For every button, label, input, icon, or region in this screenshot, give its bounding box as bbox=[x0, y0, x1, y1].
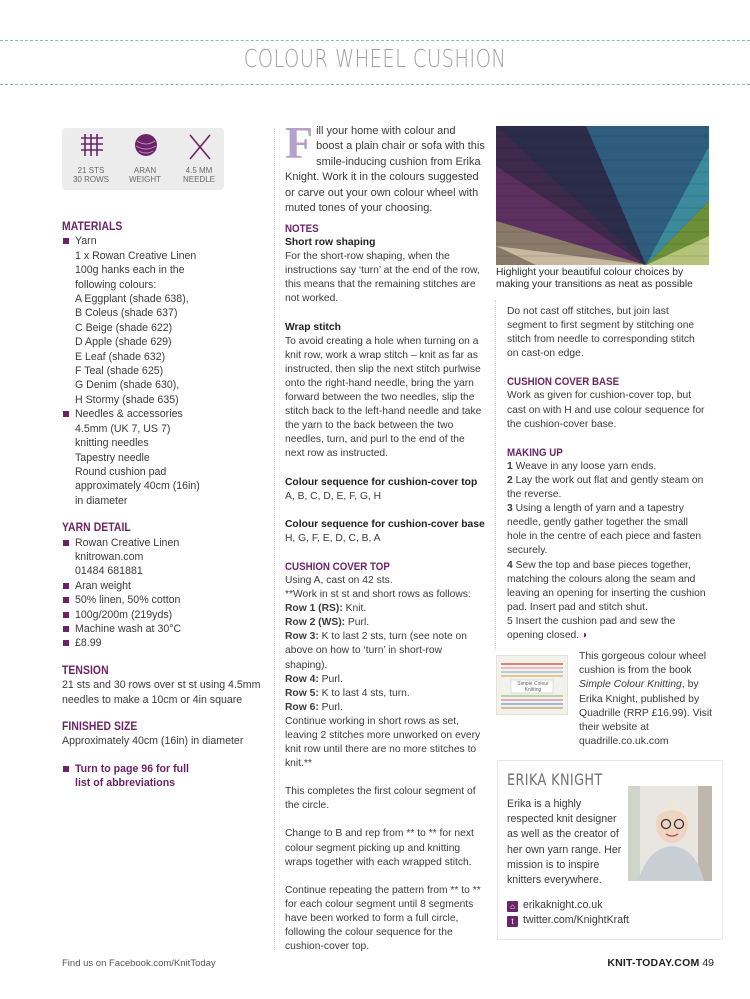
row-label: Row 2 (WS): bbox=[285, 617, 346, 629]
column-divider bbox=[274, 128, 275, 950]
designer-bio: Erika is a highly respected knit designer as well as the creator of her own yarn range. Her mission is to inspire knitters everywhere. bbox=[507, 798, 622, 887]
making-up-step bbox=[507, 559, 707, 615]
making-up-step bbox=[507, 460, 707, 474]
step-text: Using a length of yarn and a tapestry needle, gently gather together the small hole in the centre of each piece and fasten securely. bbox=[507, 503, 702, 557]
right-column bbox=[507, 305, 707, 643]
book-title: Simple Colour Knitting bbox=[579, 679, 682, 691]
yarn-detail-item: Machine wash at 30°C bbox=[62, 622, 262, 636]
row-instruction bbox=[285, 701, 485, 715]
intro-text: ill your home with colour and boost a plain chair or sofa with this smile-inducing cushion from Erika Knight. Work it in the colours suggested or carve out your own colour wheel with muted tones of your choosing. bbox=[285, 125, 485, 215]
making-up-heading: MAKING UP bbox=[507, 446, 563, 459]
needles-line: Round cushion pad bbox=[75, 465, 167, 478]
row-label: Row 4: bbox=[285, 673, 319, 685]
yarn-detail-name: Rowan Creative Linen bbox=[62, 536, 262, 550]
cover-top-heading: CUSHION COVER TOP bbox=[285, 560, 390, 573]
row-instruction bbox=[285, 673, 485, 687]
continued-text: Do not cast off stitches, but join last segment to first segment by stitching one stitch from needle to corresponding stitch on cast-on edge. bbox=[507, 306, 695, 360]
wrap-stitch-text: To avoid creating a hole when turning on a knit row, work a wrap stitch – knit as far as instructed, then slip the next stitch purlwise onto the right-hand needle, bring the yarn forward between the two needles, slip the stitch back to the left-hand needle and take the yarn to the back between the two needles, turn, and purl to the end of the next row as instructed. bbox=[285, 335, 482, 460]
needles-line: in diameter bbox=[75, 494, 128, 507]
page-number: 49 bbox=[702, 957, 714, 969]
row-label: Row 1 (RS): bbox=[285, 603, 343, 615]
designer-twitter-link[interactable] bbox=[507, 914, 629, 927]
yarn-lines bbox=[62, 249, 262, 407]
needle-spec bbox=[172, 132, 226, 188]
yarn-detail-website: knitrowan.com bbox=[75, 550, 144, 563]
title-dashed-rule bbox=[0, 84, 750, 85]
yarn-detail-item: 50% linen, 50% cotton bbox=[62, 593, 262, 607]
yarn-line: E Leaf (shade 632) bbox=[75, 350, 166, 363]
book-text-after: , by Erika Knight, published by Quadrille (RRP £16.99). Visit their website at quadrille.co.uk.com bbox=[579, 679, 713, 748]
book-cover-title: Simple Colour Knitting bbox=[517, 681, 549, 693]
footer-facebook: Find us on Facebook.com/KnitToday bbox=[62, 958, 216, 969]
finished-size-heading: FINISHED SIZE bbox=[62, 721, 138, 733]
spec-line1: 4.5 MM bbox=[185, 166, 213, 175]
spec-line2: NEEDLE bbox=[182, 175, 215, 184]
step-number: 3 bbox=[507, 503, 513, 515]
row-text: Purl. bbox=[318, 673, 343, 685]
page-title: COLOUR WHEEL CUSHION bbox=[243, 44, 507, 73]
spec-line2: 30 ROWS bbox=[72, 175, 109, 184]
yarn-ball-icon bbox=[133, 132, 159, 158]
yarn-line: H Stormy (shade 635) bbox=[75, 393, 179, 406]
yarn-line: A Eggplant (shade 638), bbox=[75, 293, 189, 306]
footer-site-name: KNIT-TODAY.COM bbox=[607, 957, 700, 969]
step-number: 5 bbox=[507, 615, 513, 627]
row-label: Row 5: bbox=[285, 687, 319, 699]
row-instruction bbox=[285, 630, 485, 672]
cover-top-line2: **Work in st st and short rows as follows: bbox=[285, 589, 471, 601]
step-text: Insert the cushion pad and sew the opening closed. bbox=[507, 615, 676, 641]
cover-base-text: Work as given for cushion-cover top, but cast on with H and use colour sequence for the cushion-cover base. bbox=[507, 390, 705, 430]
designer-portrait bbox=[628, 786, 712, 881]
making-up-step bbox=[507, 502, 707, 558]
short-row-title: Short row shaping bbox=[285, 237, 376, 249]
cover-top-para1: This completes the first colour segment of the circle. bbox=[285, 786, 476, 812]
cover-top-para3: Continue repeating the pattern from ** to ** for each colour segment until 8 segments have been worked to form a full circle, following the colour sequence for the cushion-cover top. bbox=[285, 884, 481, 953]
notes-section bbox=[285, 222, 485, 954]
yarn-detail-item: Aran weight bbox=[62, 579, 262, 593]
book-cover-image bbox=[496, 655, 568, 715]
needles-bullet: Needles & accessories bbox=[62, 407, 262, 421]
continue-text: Continue working in short rows as set, leaving 2 stitches more unworked on every knit row until there are no more stitches to knit.** bbox=[285, 715, 481, 770]
needles-line: 4.5mm (UK 7, US 7) bbox=[75, 422, 171, 435]
left-column bbox=[62, 220, 262, 791]
web-icon: ⌂ bbox=[507, 901, 518, 912]
row-instruction bbox=[285, 687, 485, 701]
row-label: Row 3: bbox=[285, 631, 319, 643]
short-row-text: For the short-row shaping, when the instructions say ‘turn’ at the end of the row, this means that the remaining stitches are not worked. bbox=[285, 251, 480, 305]
yarn-detail-heading: YARN DETAIL bbox=[62, 522, 131, 535]
spec-box bbox=[62, 128, 224, 190]
intro-paragraph bbox=[285, 117, 485, 216]
drop-cap: F bbox=[285, 117, 314, 168]
cover-top-line1: Using A, cast on 42 sts. bbox=[285, 574, 393, 586]
tension-spec bbox=[64, 132, 118, 188]
yarn-detail-item: £8.99 bbox=[62, 636, 262, 650]
notes-heading: NOTES bbox=[285, 223, 319, 235]
weight-spec bbox=[118, 132, 172, 188]
step-text: Sew the top and base pieces together, matching the colours along the seam and leaving an opening for inserting the cushion pad. Insert pad and stitch shut. bbox=[507, 559, 706, 613]
yarn-line: C Beige (shade 622) bbox=[75, 321, 173, 334]
book-text-before: This gorgeous colour wheel cushion is from the book bbox=[579, 651, 707, 677]
colour-wheel-image bbox=[496, 126, 709, 265]
needles-line: Tapestry needle bbox=[75, 451, 150, 464]
cover-base-heading: CUSHION COVER BASE bbox=[507, 376, 620, 389]
yarn-line: G Denim (shade 630), bbox=[75, 379, 180, 392]
cushion-photo bbox=[496, 126, 709, 265]
row-text: K to last 2 sts, turn (see note on above on how to ‘turn’ in short-row shaping). bbox=[285, 631, 468, 671]
step-text: Lay the work out flat and gently steam on the reverse. bbox=[507, 474, 704, 501]
top-dashed-rule bbox=[0, 40, 750, 41]
yarn-line: B Coleus (shade 637) bbox=[75, 307, 178, 320]
sequence-top-title: Colour sequence for cushion-cover top bbox=[285, 476, 478, 488]
step-text: Weave in any loose yarn ends. bbox=[512, 460, 657, 472]
photo-caption: Highlight your beautiful colour choices by making your transitions as neat as possible bbox=[496, 267, 693, 290]
designer-website-link[interactable] bbox=[507, 899, 603, 912]
materials-heading: MATERIALS bbox=[62, 221, 123, 233]
row-text: Knit. bbox=[342, 603, 367, 615]
yarn-detail-phone: 01484 681881 bbox=[75, 565, 143, 578]
designer-name: ERIKA KNIGHT bbox=[507, 770, 603, 789]
portrait-graphic bbox=[628, 786, 712, 881]
row-instruction bbox=[285, 616, 485, 630]
yarn-line: 1 x Rowan Creative Linen bbox=[75, 249, 197, 262]
needles-line: knitting needles bbox=[75, 437, 149, 450]
column-divider bbox=[495, 300, 496, 650]
designer-twitter: twitter.com/KnightKraft bbox=[523, 914, 629, 926]
cover-top-para2: Change to B and rep from ** to ** for next colour segment picking up and knitting wraps together with each wrapped stitch. bbox=[285, 828, 474, 868]
end-mark-icon: ◗ bbox=[582, 629, 589, 641]
row-text: Purl. bbox=[318, 701, 343, 713]
yarn-line: 100g hanks each in the bbox=[75, 264, 185, 277]
spec-line1: 21 STS bbox=[77, 166, 105, 175]
needles-lines bbox=[62, 422, 262, 508]
yarn-bullet: Yarn bbox=[62, 234, 262, 248]
twitter-icon: t bbox=[507, 916, 518, 927]
row-text: Purl. bbox=[345, 617, 370, 629]
sequence-base: H, G, F, E, D, C, B, A bbox=[285, 532, 381, 544]
row-instruction bbox=[285, 602, 485, 616]
needles-line: approximately 40cm (16in) bbox=[75, 480, 200, 493]
step-number: 2 bbox=[507, 474, 513, 486]
making-up-step bbox=[507, 615, 707, 643]
yarn-line: D Apple (shade 629) bbox=[75, 336, 172, 349]
book-credit bbox=[579, 650, 714, 749]
spec-line2: WEIGHT bbox=[129, 175, 161, 184]
designer-website: erikaknight.co.uk bbox=[523, 899, 603, 911]
yarn-line: following colours: bbox=[75, 278, 157, 291]
crossed-needles-icon bbox=[187, 132, 213, 162]
finished-size-text: Approximately 40cm (16in) in diameter bbox=[62, 735, 244, 748]
abbreviations-link[interactable] bbox=[62, 762, 262, 791]
row-text: K to last 4 sts, turn. bbox=[318, 687, 410, 699]
sequence-base-title: Colour sequence for cushion-cover base bbox=[285, 518, 485, 530]
making-up-step bbox=[507, 474, 707, 502]
abbreviations-line1: Turn to page 96 for full bbox=[75, 762, 189, 775]
step-number: 1 bbox=[507, 460, 513, 472]
row-label: Row 6: bbox=[285, 701, 319, 713]
footer-site bbox=[607, 957, 714, 969]
yarn-line: F Teal (shade 625) bbox=[75, 365, 164, 378]
sequence-top: A, B, C, D, E, F, G, H bbox=[285, 490, 382, 502]
tension-text: 21 sts and 30 rows over st st using 4.5mm needles to make a 10cm or 4in square bbox=[62, 679, 261, 706]
abbreviations-line2: list of abbreviations bbox=[75, 777, 176, 790]
tension-grid-icon bbox=[79, 132, 105, 158]
spec-line1: ARAN bbox=[133, 166, 157, 175]
step-number: 4 bbox=[507, 559, 513, 571]
tension-heading: TENSION bbox=[62, 664, 109, 677]
yarn-detail-item: 100g/200m (219yds) bbox=[62, 608, 262, 622]
wrap-stitch-title: Wrap stitch bbox=[285, 321, 341, 333]
